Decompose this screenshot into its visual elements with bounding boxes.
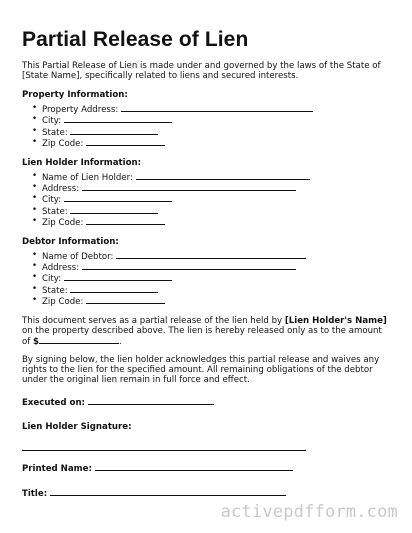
executed-row [22, 397, 392, 408]
lienholder-address-field[interactable] [82, 183, 296, 191]
property-city-field[interactable] [64, 115, 172, 123]
lienholder-address-label: Address: [42, 184, 80, 195]
debtor-city-item [32, 273, 392, 284]
debtor-address-label: Address: [42, 263, 80, 274]
property-address-item [32, 104, 392, 115]
property-zip-label: Zip Code: [42, 139, 84, 150]
lienholder-address-item [32, 183, 392, 194]
property-zip-item [32, 138, 392, 149]
printed-name-label: Printed Name: [22, 463, 92, 474]
title-label: Title: [22, 488, 48, 499]
lienholder-state-label: State: [42, 206, 68, 217]
property-state-item [32, 127, 392, 138]
lienholder-city-field[interactable] [64, 194, 172, 202]
debtor-state-field[interactable] [70, 285, 158, 293]
debtor-zip-item [32, 296, 392, 307]
lienholder-name-label: Name of Lien Holder: [42, 172, 133, 183]
debtor-zip-field[interactable] [86, 296, 165, 304]
signature-line[interactable] [22, 436, 306, 451]
debtor-name-item [32, 251, 392, 262]
debtor-name-field[interactable] [116, 251, 306, 259]
printed-name-row [22, 463, 392, 474]
debtor-state-item [32, 285, 392, 296]
property-state-field[interactable] [70, 127, 158, 135]
lienholder-list [22, 172, 392, 229]
intro-paragraph: This Partial Release of Lien is made under and governed by the laws of the State of [State Name], specifically related to liens and secured interests. [22, 61, 381, 81]
debtor-state-label: State: [42, 285, 68, 296]
lienholder-state-field[interactable] [70, 206, 158, 214]
lienholder-zip-item [32, 217, 392, 228]
lienholder-city-label: City: [42, 195, 62, 206]
title-field[interactable] [50, 488, 286, 496]
lienholder-name-item [32, 172, 392, 183]
signature-label: Lien Holder Signature: [22, 421, 132, 432]
property-address-field[interactable] [121, 104, 313, 112]
acknowledgement-paragraph: By signing below, the lien holder acknowledges this partial release and waives any rights to the lien for the specified amount. All remaining obligations of the debtor under the original lien remain in full force and effect. [22, 354, 380, 385]
release-text-after: on the property described above. The lien is hereby released only as to the amount of [22, 325, 382, 347]
debtor-city-label: City: [42, 274, 62, 285]
title-row [22, 488, 392, 499]
debtor-address-item [32, 262, 392, 273]
signature-row [22, 422, 392, 432]
property-list [22, 104, 392, 150]
debtor-address-field[interactable] [82, 262, 296, 270]
executed-label: Executed on: [22, 397, 85, 408]
debtor-heading: Debtor Information: [22, 236, 119, 247]
page-title: Partial Release of Lien [22, 28, 249, 51]
release-end: . [119, 336, 122, 347]
debtor-zip-label: Zip Code: [42, 297, 84, 308]
release-amount-field[interactable] [39, 336, 119, 344]
property-state-label: State: [42, 127, 68, 138]
lienholder-city-item [32, 194, 392, 205]
watermark: activepdfform.com [220, 502, 398, 522]
debtor-name-label: Name of Debtor: [42, 251, 114, 262]
property-heading: Property Information: [22, 90, 128, 100]
debtor-list [22, 251, 392, 308]
lienholder-zip-field[interactable] [86, 217, 165, 225]
property-city-item [32, 115, 392, 126]
lienholder-name-placeholder: [Lien Holder's Name] [284, 315, 387, 326]
property-city-label: City: [42, 116, 62, 127]
lienholder-zip-label: Zip Code: [42, 218, 84, 229]
document-page [22, 28, 392, 513]
release-text-before: This document serves as a partial release of the lien held by [22, 315, 285, 326]
lienholder-heading: Lien Holder Information: [22, 157, 142, 168]
property-zip-field[interactable] [86, 138, 165, 146]
debtor-city-field[interactable] [64, 273, 172, 281]
property-address-label: Property Address: [42, 105, 119, 115]
release-paragraph [22, 316, 392, 347]
lienholder-name-field[interactable] [136, 172, 310, 180]
printed-name-field[interactable] [95, 463, 293, 471]
currency-symbol: $ [33, 336, 39, 347]
executed-date-field[interactable] [88, 397, 214, 405]
lienholder-state-item [32, 206, 392, 217]
